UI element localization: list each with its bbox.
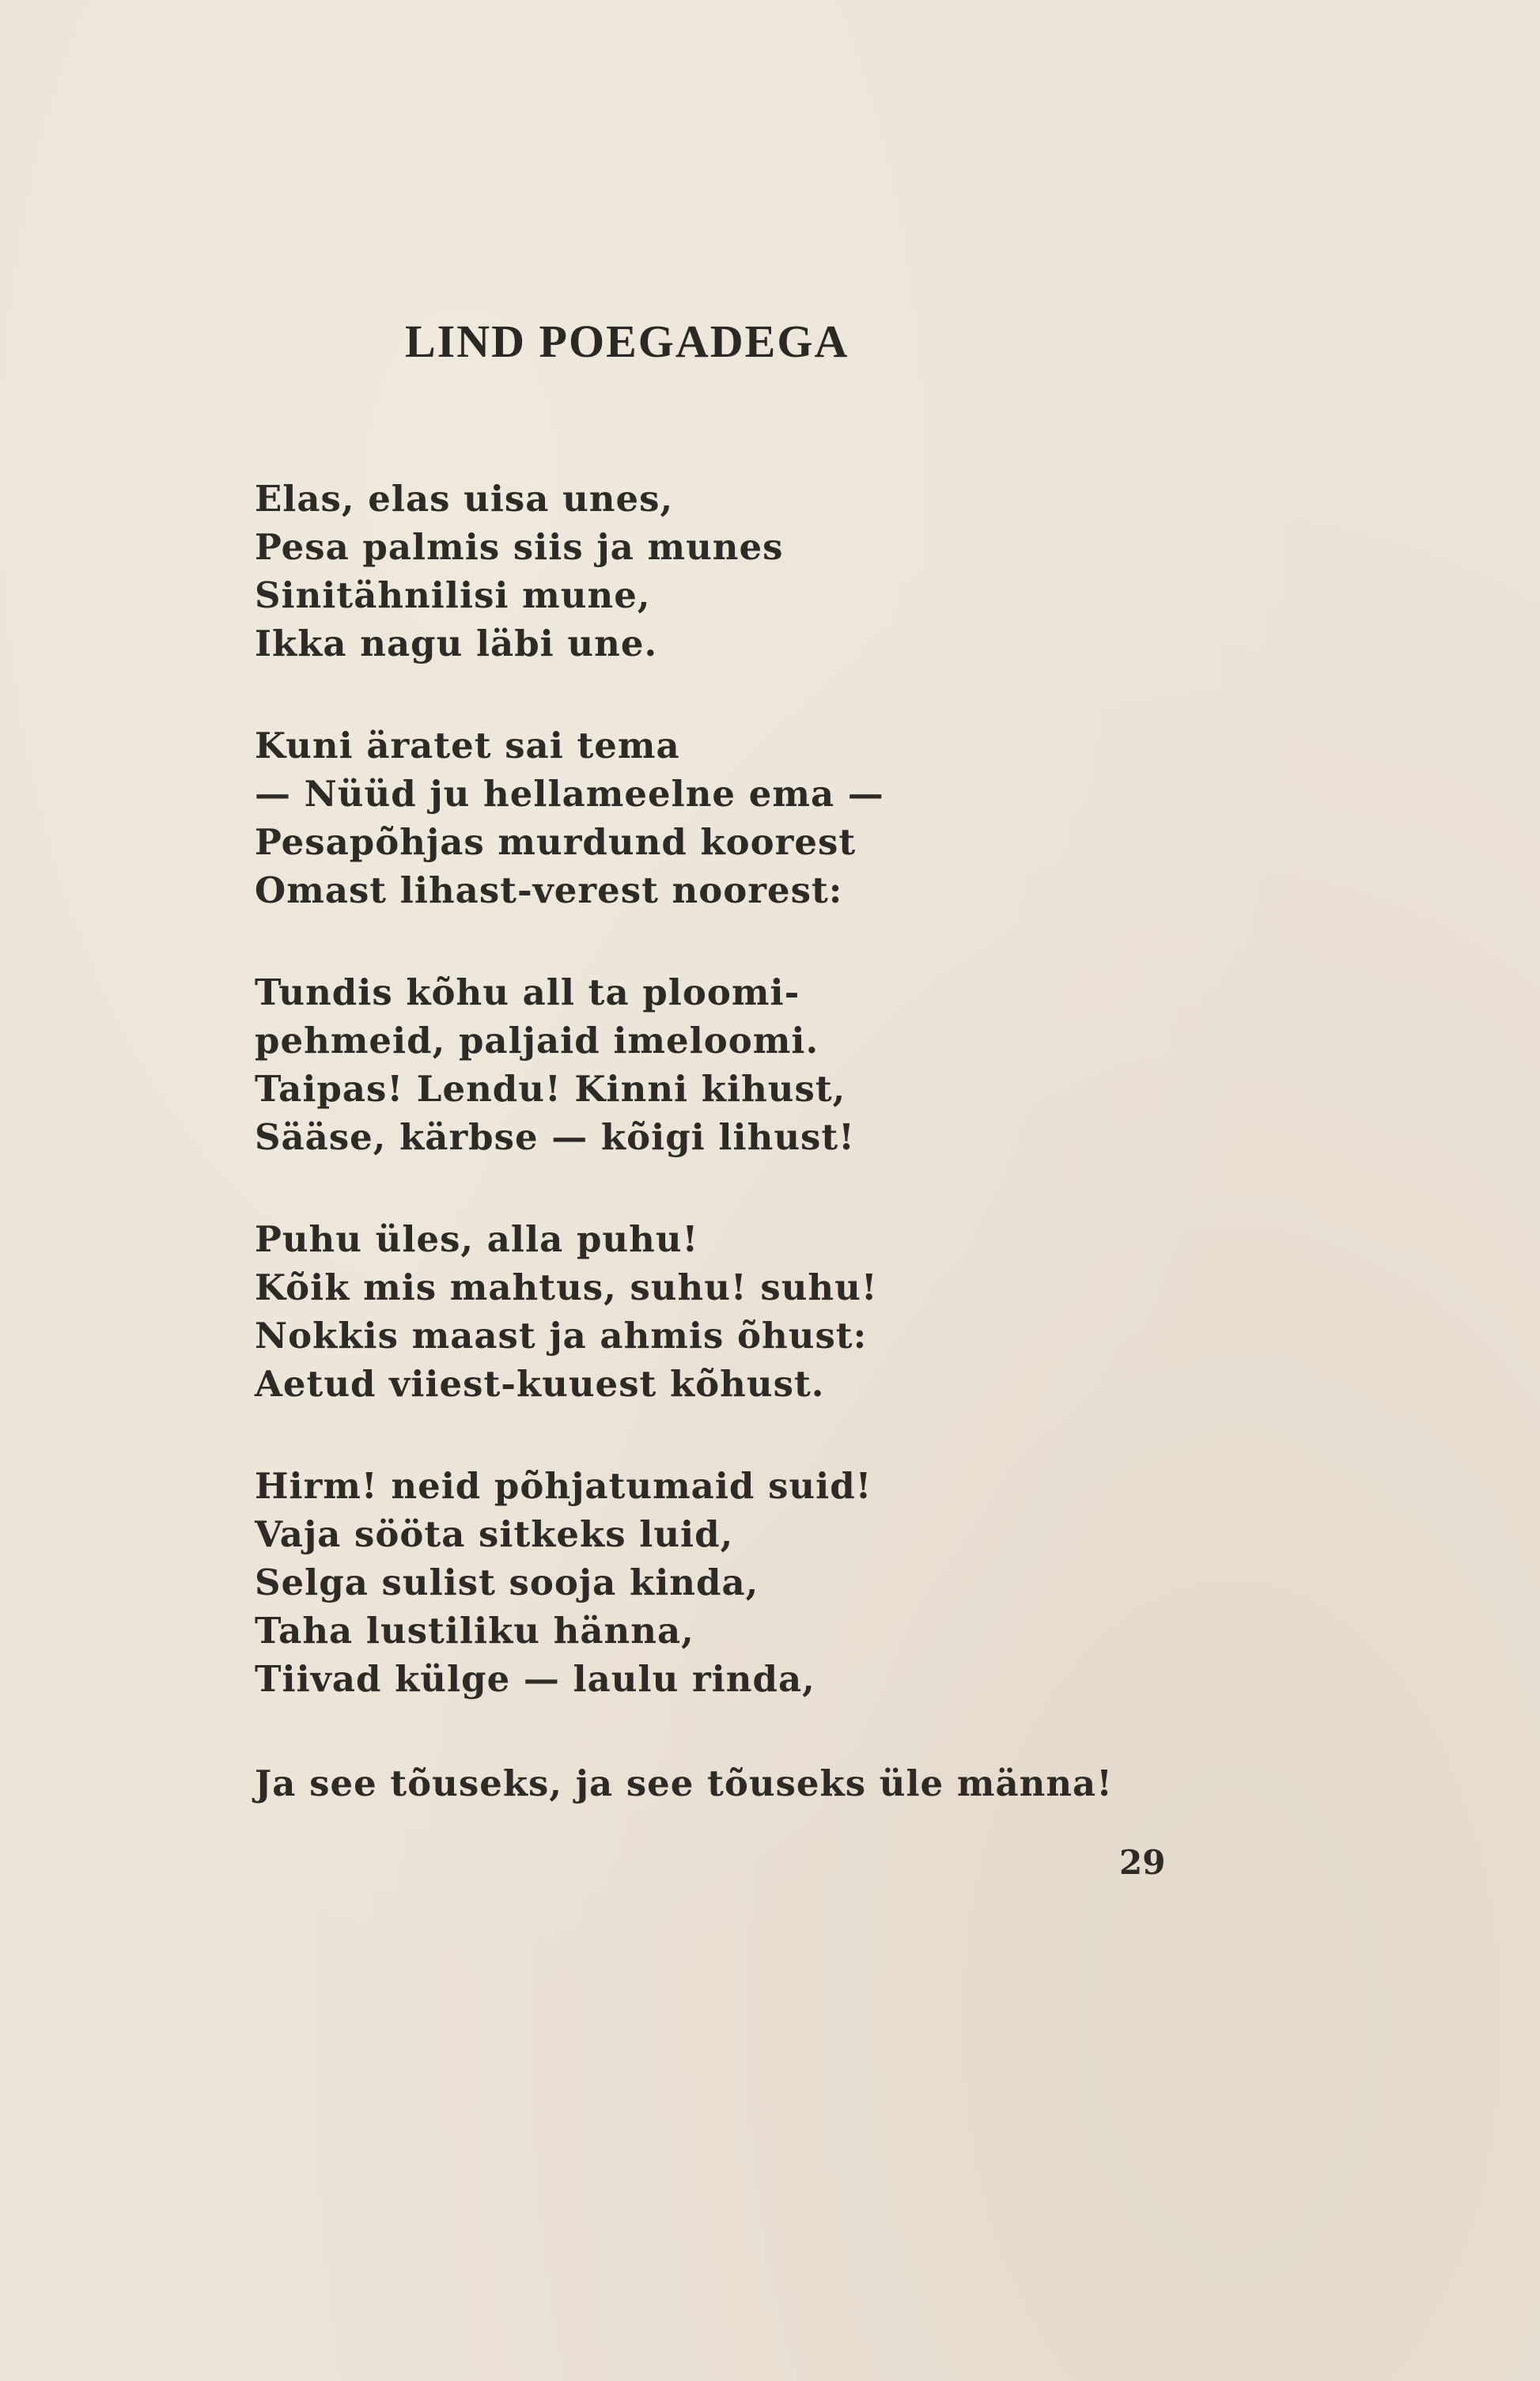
poem-line: Vaja sööta sitkeks luid, [255, 1513, 734, 1555]
poem-line: — Nüüd ju hellameelne ema — [255, 773, 884, 815]
poem-line: Pesa palmis siis ja munes [255, 526, 784, 568]
poem-line: Sääse, kärbse — kõigi lihust! [255, 1116, 855, 1158]
stanza-3 [255, 968, 855, 1161]
poem-line: Elas, elas uisa unes, [255, 478, 674, 520]
stanza-6 [255, 1759, 1113, 1808]
poem-title: LIND POEGADEGA [405, 316, 849, 367]
poem-line: Sinitähnilisi mune, [255, 574, 651, 616]
stanza-4 [255, 1215, 878, 1408]
poem-line: Ja see tõuseks, ja see tõuseks üle männa! [255, 1762, 1113, 1804]
poem-line: Taha lustiliku hänna, [255, 1610, 694, 1652]
poem-line: Tundis kõhu all ta ploomi- [255, 971, 800, 1013]
poem-line: Hirm! neid põhjatumaid suid! [255, 1465, 872, 1507]
poem-line: Tiivad külge — laulu rinda, [255, 1658, 815, 1700]
poem-line: Nokkis maast ja ahmis õhust: [255, 1315, 868, 1357]
poem-line: Aetud viiest-kuuest kõhust. [255, 1363, 825, 1405]
page-number: 29 [1119, 1843, 1166, 1882]
poem-line: Ikka nagu läbi une. [255, 623, 658, 664]
poem-line: pehmeid, paljaid imeloomi. [255, 1020, 819, 1062]
poem-line: Kõik mis mahtus, suhu! suhu! [255, 1266, 878, 1308]
poem-line: Omast lihast-verest noorest: [255, 869, 843, 911]
stanza-5 [255, 1462, 872, 1703]
poem-line: Puhu üles, alla puhu! [255, 1218, 699, 1260]
poem-line: Selga sulist sooja kinda, [255, 1561, 759, 1603]
poem-line: Pesapõhjas murdund koorest [255, 821, 857, 863]
poem-line: Taipas! Lendu! Kinni kihust, [255, 1068, 846, 1110]
stanza-1 [255, 475, 784, 668]
stanza-2 [255, 721, 884, 914]
poem-line: Kuni äratet sai tema [255, 725, 680, 767]
